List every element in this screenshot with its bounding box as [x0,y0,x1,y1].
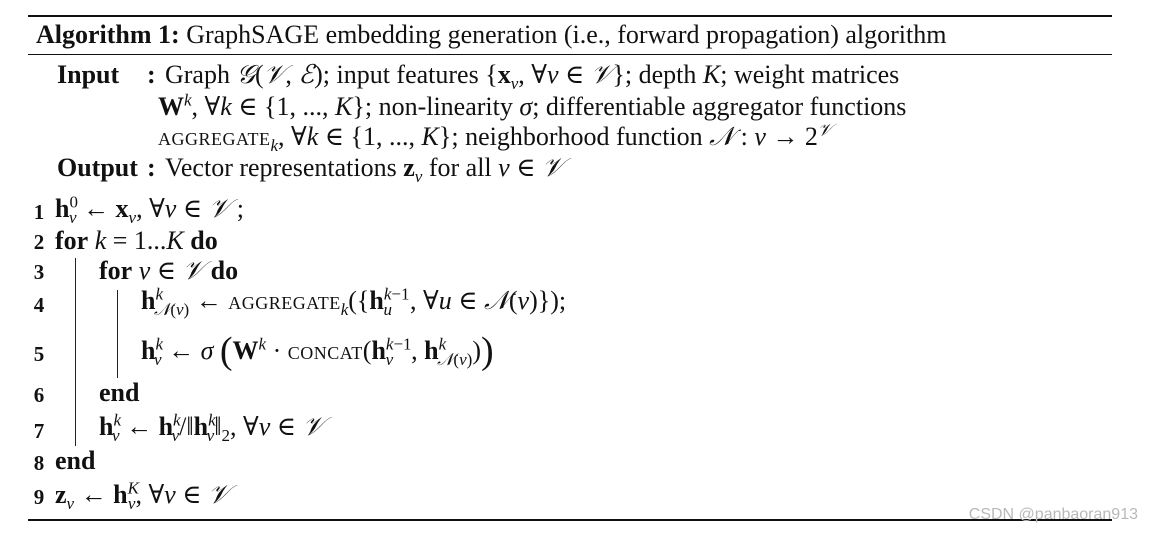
step-7: $h^k_v$ ← $h^k_v/‖h^k_v‖_2$, ∀v ∈ 𝒱 [99,410,325,446]
step-8 [55,446,95,476]
algorithm-caption: GraphSAGE embedding generation (i.e., forward propagation) algorithm [186,20,947,49]
step-2: for k = 1...K do [55,226,218,255]
step-5: $h^k_v$ ← σ ($W^k$ · $concat(h^{k-1}_v$ , $h^k_{𝒩(v)}$)) [141,330,494,372]
line-number-6: 6 [33,383,45,407]
outer-loop-bar [75,258,76,446]
inner-loop-bar [117,290,118,378]
output-label: Output [57,153,138,182]
input-line-1: Graph 𝒢(𝒱, ℰ); input features {$x_v$, ∀v ∈ 𝒱}; depth K; weight matrices [165,60,900,94]
algorithm-title [36,19,946,51]
input-line-3: aggregate$_k$, ∀k ∈ {1, ..., K}; neighborhood function 𝒩 : $v \to 2^𝒱$ [158,120,833,156]
step-4: $h^k_{𝒩(v)}$ ← $aggregate_k(\{h^{k-1}_u$ , ∀u ∈ 𝒩(v)}); [141,284,567,320]
bottom-rule [28,519,1112,521]
line-number-5: 5 [33,342,45,366]
line-number-7: 7 [33,419,45,443]
input-colon: : [147,60,156,89]
output-line-1: Vector representations $z_v$ for all v ∈ 𝒱 [165,153,564,187]
step-9: $z_v$ ← $h^K_v$, ∀v ∈ 𝒱 [55,478,230,514]
input-label: Input [57,60,120,89]
output-colon: : [147,153,156,182]
line-number-8: 8 [33,451,45,475]
watermark: CSDN @panbaoran913 [968,506,1138,523]
step-1: $h^0_v$ ← $x_v$, ∀v ∈ 𝒱 ; [55,192,244,228]
algorithm-label: Algorithm 1: [36,20,180,49]
input-line-2: $W^k$, ∀k ∈ {1, ..., K}; non-linearity σ; differentiable aggregator functions [158,90,907,121]
step-3: for v ∈ 𝒱 do [99,256,239,285]
line-number-9: 9 [33,485,45,509]
line-number-2: 2 [33,230,45,254]
line-number-4: 4 [33,293,45,317]
line-number-3: 3 [33,260,45,284]
end-inner-keyword: end [99,378,140,407]
line-number-1: 1 [33,200,45,224]
title-rule [28,54,1112,55]
top-rule [28,15,1112,17]
step-6 [99,378,139,408]
end-outer-keyword: end [55,446,96,475]
